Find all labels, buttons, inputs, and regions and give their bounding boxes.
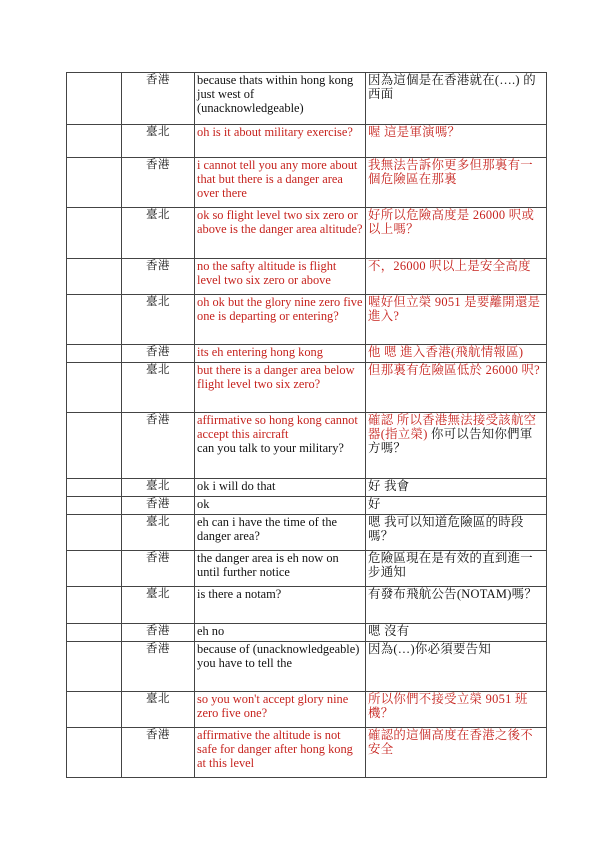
chinese-cell: 不，26000 呎以上是安全高度 <box>366 259 547 295</box>
chinese-cell: 喔好但立榮 9051 是要離開還是進入? <box>366 295 547 345</box>
blank-cell <box>67 413 122 479</box>
english-cell: but there is a danger area below flight level two six zero? <box>195 363 366 413</box>
table-row <box>67 642 547 692</box>
table-row <box>67 515 547 551</box>
table-row <box>67 345 547 363</box>
english-cell: ok i will do that <box>195 479 366 497</box>
chinese-cell: 但那裏有危險區低於 26000 呎? <box>366 363 547 413</box>
english-cell: eh can i have the time of the danger area? <box>195 515 366 551</box>
speaker-cell: 臺北 <box>122 363 195 413</box>
table-row <box>67 125 547 158</box>
chinese-cell: 好 <box>366 497 547 515</box>
blank-cell <box>67 73 122 125</box>
table-row <box>67 158 547 208</box>
table-row <box>67 551 547 587</box>
english-red-part: affirmative so hong kong cannot accept this aircraft <box>197 413 358 441</box>
speaker-cell: 臺北 <box>122 587 195 624</box>
speaker-cell: 香港 <box>122 497 195 515</box>
speaker-cell: 香港 <box>122 728 195 778</box>
speaker-cell: 香港 <box>122 642 195 692</box>
chinese-cell: 嗯 我可以知道危險區的時段嗎？ <box>366 515 547 551</box>
table-row <box>67 73 547 125</box>
english-cell: affirmative the altitude is not safe for danger after hong kong at this level <box>195 728 366 778</box>
blank-cell <box>67 692 122 728</box>
table-row <box>67 728 547 778</box>
chinese-cell: 嗯 沒有 <box>366 624 547 642</box>
blank-cell <box>67 479 122 497</box>
table-row <box>67 363 547 413</box>
chinese-black-part: 你可以告知你們軍方嗎？ <box>368 427 533 455</box>
blank-cell <box>67 158 122 208</box>
table-row <box>67 692 547 728</box>
english-cell: so you won't accept glory nine zero five one? <box>195 692 366 728</box>
table-row <box>67 413 547 479</box>
chinese-cell: 危險區現在是有效的直到進一步通知 <box>366 551 547 587</box>
english-cell: oh ok but the glory nine zero five one is departing or entering? <box>195 295 366 345</box>
table-row <box>67 479 547 497</box>
speaker-cell: 香港 <box>122 259 195 295</box>
english-cell <box>195 413 366 479</box>
table-row <box>67 497 547 515</box>
blank-cell <box>67 295 122 345</box>
blank-cell <box>67 551 122 587</box>
blank-cell <box>67 363 122 413</box>
speaker-cell: 香港 <box>122 345 195 363</box>
blank-cell <box>67 587 122 624</box>
table-row <box>67 295 547 345</box>
speaker-cell: 香港 <box>122 73 195 125</box>
chinese-cell: 有發布飛航公告(NOTAM)嗎？ <box>366 587 547 624</box>
speaker-cell: 臺北 <box>122 295 195 345</box>
speaker-cell: 香港 <box>122 413 195 479</box>
blank-cell <box>67 125 122 158</box>
blank-cell <box>67 208 122 259</box>
blank-cell <box>67 259 122 295</box>
chinese-cell: 他 嗯 進入香港(飛航情報區) <box>366 345 547 363</box>
table-row <box>67 208 547 259</box>
english-cell: is there a notam? <box>195 587 366 624</box>
english-cell: ok <box>195 497 366 515</box>
blank-cell <box>67 728 122 778</box>
english-cell: because of (unacknowledgeable) you have to tell the <box>195 642 366 692</box>
chinese-cell: 我無法告訴你更多但那裏有一個危險區在那裏 <box>366 158 547 208</box>
speaker-cell: 臺北 <box>122 479 195 497</box>
chinese-red-part: 確認 所以香港無法接受該航空器(指立榮) <box>368 413 537 441</box>
table-row <box>67 624 547 642</box>
chinese-cell: 好所以危險高度是 26000 呎或以上嗎？ <box>366 208 547 259</box>
speaker-cell: 臺北 <box>122 515 195 551</box>
english-cell: no the safty altitude is flight level two six zero or above <box>195 259 366 295</box>
english-cell: eh no <box>195 624 366 642</box>
blank-cell <box>67 497 122 515</box>
blank-cell <box>67 624 122 642</box>
english-cell: its eh entering hong kong <box>195 345 366 363</box>
table-row <box>67 587 547 624</box>
blank-cell <box>67 515 122 551</box>
english-cell: because thats within hong kong just west of (unacknowledgeable) <box>195 73 366 125</box>
speaker-cell: 臺北 <box>122 125 195 158</box>
speaker-cell: 香港 <box>122 624 195 642</box>
english-cell: oh is it about military exercise? <box>195 125 366 158</box>
english-cell: the danger area is eh now on until further notice <box>195 551 366 587</box>
chinese-cell <box>366 413 547 479</box>
speaker-cell: 香港 <box>122 551 195 587</box>
english-cell: ok so flight level two six zero or above is the danger area altitude? <box>195 208 366 259</box>
chinese-cell: 所以你們不接受立榮 9051 班機？ <box>366 692 547 728</box>
blank-cell <box>67 642 122 692</box>
blank-cell <box>67 345 122 363</box>
chinese-cell: 喔 這是軍演嗎？ <box>366 125 547 158</box>
chinese-cell: 確認的這個高度在香港之後不安全 <box>366 728 547 778</box>
english-cell: i cannot tell you any more about that but there is a danger area over there <box>195 158 366 208</box>
speaker-cell: 香港 <box>122 158 195 208</box>
speaker-cell: 臺北 <box>122 208 195 259</box>
speaker-cell: 臺北 <box>122 692 195 728</box>
table-row <box>67 259 547 295</box>
chinese-cell: 好 我會 <box>366 479 547 497</box>
english-black-part: can you talk to your military? <box>197 441 344 455</box>
transcript-table <box>66 72 547 778</box>
chinese-cell: 因為這個是在香港就在(….) 的西面 <box>366 73 547 125</box>
chinese-cell: 因為(…)你必須要告知 <box>366 642 547 692</box>
